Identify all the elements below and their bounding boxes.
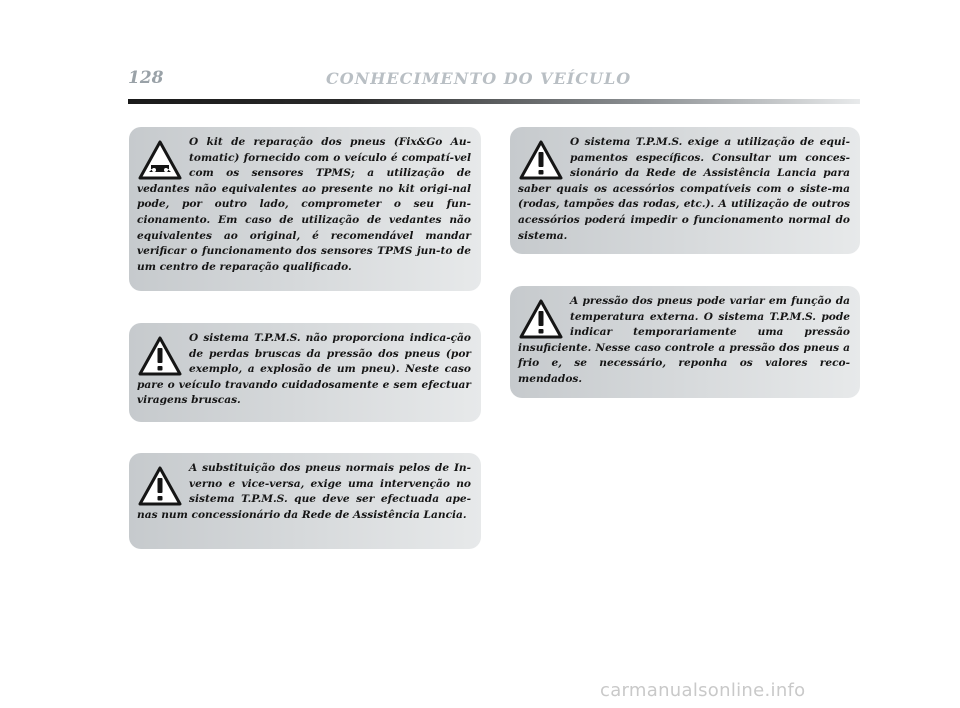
header-rule	[128, 99, 860, 104]
warning-note-temperature-pressure	[510, 286, 860, 398]
warning-note-specific-equipment	[510, 127, 860, 254]
warning-note-sudden-pressure-loss	[129, 323, 481, 422]
note-text: O kit de reparação dos pneus (Fix&Go Au-tomatic) fornecido com o veículo é compatí-vel com os sensores TPMS; a utilização de vedantes não equivalentes ao presente no kit origi-nal pode, por outro lado, comprometer o seu fun-cionamento. Em caso de utilização de vedantes não equivalentes ao original, é recomendável mandar verificar o funcionamento dos sensores TPMS jun-to de um centro de reparação qualificado.	[137, 136, 471, 273]
warning-triangle-icon	[137, 335, 183, 377]
note-text: A substituição dos pneus normais pelos de In-verno e vice-versa, exige uma intervenção no sistema T.P.M.S. que deve ser efectuada ape-nas num concessionário da Rede de Assistência Lancia.	[137, 462, 471, 521]
warning-note-winter-tyres	[129, 453, 481, 549]
tyre-sealant-warning-icon	[137, 139, 183, 181]
warning-triangle-icon	[518, 139, 564, 181]
note-text: O sistema T.P.M.S. exige a utilização de equi-pamentos específicos. Consultar um conces-sionário da Rede de Assistência Lancia para saber quais os acessórios compatíveis com o siste-ma (rodas, tampões das rodas, etc.). A utilização de outros acessórios poderá impedir o funcionamento normal do sistema.	[518, 136, 850, 242]
page-title: CONHECIMENTO DO VEÍCULO	[326, 69, 632, 88]
note-text: A pressão dos pneus pode variar em função da temperatura externa. O sistema T.P.M.S. pode indicar temporariamente uma pressão insuficiente. Nesse caso controle a pressão dos pneus a frio e, se necessário, reponha os valores reco-mendados.	[518, 295, 850, 385]
page-number: 128	[128, 68, 164, 88]
note-text: O sistema T.P.M.S. não proporciona indica-ção de perdas bruscas da pressão dos pneus (por exemplo, a explosão de um pneu). Neste caso pare o veículo travando cuidadosamente e sem efectuar viragens bruscas.	[137, 332, 471, 407]
warning-triangle-icon	[518, 298, 564, 340]
warning-triangle-icon	[137, 465, 183, 507]
watermark: carmanualsonline.info	[600, 680, 806, 701]
warning-note-tyre-sealant	[129, 127, 481, 291]
